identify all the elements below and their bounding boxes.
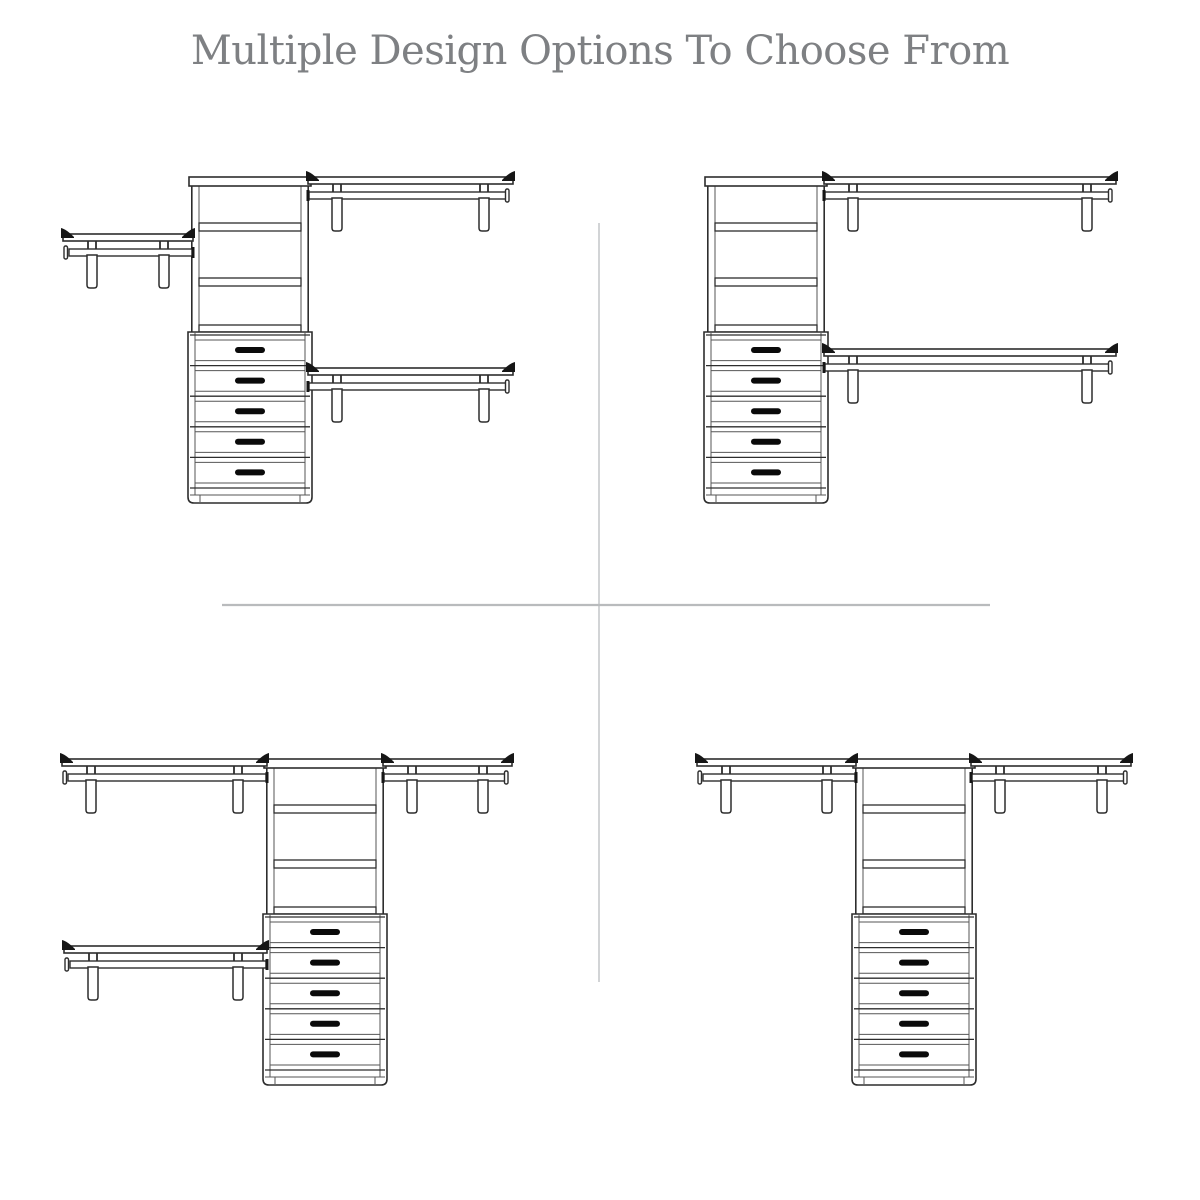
- rod-support-bracket: [822, 780, 832, 813]
- rod-end-cap: [64, 246, 68, 259]
- rod-end-cap: [506, 380, 510, 393]
- corner-bracket: [381, 753, 394, 763]
- drawer-tower: [704, 177, 828, 503]
- corner-bracket: [1120, 753, 1133, 763]
- drawer-handle: [235, 347, 265, 353]
- rod-end-cap: [506, 189, 510, 202]
- shelf-and-rod-section: [62, 940, 269, 1000]
- shelf-board: [383, 759, 512, 766]
- closet-layout-bottom-right: [695, 753, 1133, 1085]
- shelf-board: [697, 759, 856, 766]
- rod-end-cap: [505, 771, 509, 784]
- rod-support-bracket: [332, 389, 342, 422]
- shelf-and-rod-section: [381, 753, 514, 813]
- rod-support-bracket: [848, 198, 858, 231]
- shelf-board: [64, 946, 267, 953]
- rod-end-cap: [1109, 361, 1113, 374]
- page-title: Multiple Design Options To Choose From: [190, 28, 1010, 74]
- drawer-handle: [235, 378, 265, 384]
- rod-mount: [970, 772, 973, 783]
- drawer-handle: [235, 469, 265, 475]
- drawer-handle: [899, 929, 929, 935]
- corner-bracket: [62, 940, 75, 950]
- drawer-handle: [751, 378, 781, 384]
- drawer-handle: [235, 439, 265, 445]
- rod-support-bracket: [332, 198, 342, 231]
- tower-top-shelf: [189, 177, 311, 186]
- hanging-rod: [825, 192, 1110, 199]
- tower-shelf: [863, 805, 965, 813]
- shelf-board: [308, 177, 513, 184]
- rod-mount: [307, 190, 310, 201]
- rod-support-bracket: [87, 255, 97, 288]
- rod-support-bracket: [407, 780, 417, 813]
- tower-shelf: [274, 805, 376, 813]
- drawer-handle: [899, 1051, 929, 1057]
- rod-support-bracket: [848, 370, 858, 403]
- rod-support-bracket: [1082, 370, 1092, 403]
- shelf-and-rod-section: [822, 343, 1118, 403]
- shelf-board: [308, 368, 513, 375]
- closet-layout-bottom-left: [60, 753, 514, 1085]
- tower-shelf: [715, 278, 817, 286]
- shelf-and-rod-section: [306, 362, 515, 422]
- rod-end-cap: [698, 771, 702, 784]
- rod-mount: [192, 247, 195, 258]
- drawer-handle: [899, 960, 929, 966]
- rod-support-bracket: [86, 780, 96, 813]
- tower-shelf: [274, 860, 376, 868]
- corner-bracket: [695, 753, 708, 763]
- corner-bracket: [1105, 171, 1118, 181]
- rod-support-bracket: [721, 780, 731, 813]
- rod-support-bracket: [479, 198, 489, 231]
- corner-bracket: [822, 171, 835, 181]
- hanging-rod: [825, 364, 1110, 371]
- drawer-handle: [310, 1021, 340, 1027]
- corner-bracket: [501, 753, 514, 763]
- tower-shelf: [863, 907, 965, 914]
- corner-bracket: [845, 753, 858, 763]
- rod-support-bracket: [233, 780, 243, 813]
- rod-support-bracket: [995, 780, 1005, 813]
- tower-shelf: [199, 325, 301, 332]
- rod-end-cap: [65, 958, 69, 971]
- drawer-handle: [899, 990, 929, 996]
- corner-bracket: [502, 362, 515, 372]
- drawer-handle: [235, 408, 265, 414]
- rod-support-bracket: [88, 967, 98, 1000]
- corner-bracket: [502, 171, 515, 181]
- drawer-tower: [263, 759, 387, 1085]
- shelf-and-rod-section: [306, 171, 515, 231]
- rod-support-bracket: [1082, 198, 1092, 231]
- tower-top-shelf: [264, 759, 386, 768]
- drawer-handle: [310, 929, 340, 935]
- drawer-handle: [310, 1051, 340, 1057]
- corner-bracket: [256, 753, 269, 763]
- rod-end-cap: [1124, 771, 1128, 784]
- drawer-handle: [310, 990, 340, 996]
- shelf-board: [62, 759, 267, 766]
- shelf-and-rod-section: [969, 753, 1133, 813]
- drawer-handle: [751, 469, 781, 475]
- drawer-cabinet: [704, 332, 828, 503]
- corner-bracket: [306, 171, 319, 181]
- shelf-and-rod-section: [822, 171, 1118, 231]
- rod-support-bracket: [233, 967, 243, 1000]
- drawer-handle: [751, 347, 781, 353]
- shelf-board: [63, 234, 193, 241]
- rod-support-bracket: [479, 389, 489, 422]
- rod-support-bracket: [1097, 780, 1107, 813]
- closet-layout-top-right: [704, 171, 1118, 503]
- tower-shelf: [863, 860, 965, 868]
- rod-mount: [823, 190, 826, 201]
- shelf-board: [824, 177, 1116, 184]
- drawer-cabinet: [852, 914, 976, 1085]
- drawer-handle: [310, 960, 340, 966]
- corner-bracket: [1105, 343, 1118, 353]
- tower-top-shelf: [853, 759, 975, 768]
- tower-shelf: [199, 278, 301, 286]
- rod-end-cap: [1109, 189, 1113, 202]
- corner-bracket: [969, 753, 982, 763]
- rod-mount: [855, 772, 858, 783]
- corner-bracket: [61, 228, 74, 238]
- drawer-cabinet: [188, 332, 312, 503]
- rod-end-cap: [63, 771, 67, 784]
- shelf-and-rod-section: [61, 228, 195, 288]
- shelf-board: [824, 349, 1116, 356]
- rod-mount: [266, 959, 269, 970]
- drawer-handle: [899, 1021, 929, 1027]
- corner-bracket: [182, 228, 195, 238]
- tower-shelf: [274, 907, 376, 914]
- drawer-cabinet: [263, 914, 387, 1085]
- rod-mount: [307, 381, 310, 392]
- rod-support-bracket: [478, 780, 488, 813]
- drawer-handle: [751, 408, 781, 414]
- shelf-and-rod-section: [60, 753, 269, 813]
- shelf-and-rod-section: [695, 753, 858, 813]
- tower-top-shelf: [705, 177, 827, 186]
- drawer-tower: [852, 759, 976, 1085]
- tower-shelf: [199, 223, 301, 231]
- drawer-tower: [188, 177, 312, 503]
- rod-mount: [266, 772, 269, 783]
- rod-mount: [823, 362, 826, 373]
- rod-mount: [382, 772, 385, 783]
- shelf-board: [971, 759, 1131, 766]
- tower-shelf: [715, 223, 817, 231]
- corner-bracket: [60, 753, 73, 763]
- rod-support-bracket: [159, 255, 169, 288]
- tower-shelf: [715, 325, 817, 332]
- drawer-handle: [751, 439, 781, 445]
- closet-layout-top-left: [61, 171, 515, 503]
